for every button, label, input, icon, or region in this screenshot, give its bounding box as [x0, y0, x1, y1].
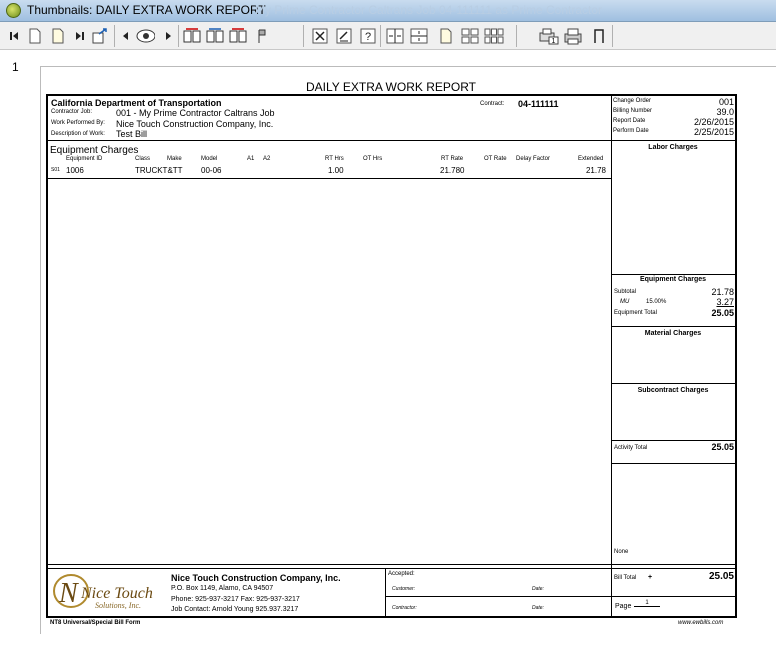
- logo-subtext: Solutions, Inc.: [95, 601, 141, 610]
- zoom-icon[interactable]: [135, 26, 155, 46]
- mu-label: MU: [620, 299, 630, 305]
- billing-number-label: Billing Number: [613, 108, 653, 114]
- mu-value: 3.27: [716, 297, 734, 307]
- labor-heading: Labor Charges: [648, 144, 698, 151]
- col-a2: A2: [263, 156, 271, 162]
- col-a1: A1: [247, 156, 255, 162]
- bill-total-sign: +: [648, 574, 653, 581]
- row-model: 00-06: [201, 166, 222, 175]
- contract-label: Contract:: [480, 101, 505, 107]
- page-2-icon[interactable]: [48, 26, 68, 46]
- equipment-total-value: 25.05: [711, 308, 734, 318]
- edit-icon[interactable]: [334, 26, 354, 46]
- col-rt-hrs: RT Hrs: [325, 156, 344, 162]
- footer-address: P.O. Box 1149, Alamo, CA 94507: [171, 585, 274, 592]
- prev-icon[interactable]: [116, 26, 136, 46]
- subcontract-heading: Subcontract Charges: [637, 387, 709, 394]
- fit-all-icon[interactable]: [228, 26, 248, 46]
- next-icon[interactable]: [158, 26, 178, 46]
- contractor-job-label: Contractor Job:: [51, 109, 93, 115]
- report-date-value: 2/26/2015: [693, 117, 734, 127]
- window-title-ghost: My Prime Contractor Caltrans Job 04-111111 as Prime Contractor: [255, 3, 603, 17]
- perform-date-value: 2/25/2015: [693, 127, 734, 137]
- form-name: NT8 Universal/Special Bill Form: [50, 620, 141, 626]
- company-logo: [51, 572, 163, 610]
- toolbar: [0, 22, 776, 50]
- page-value: 1: [634, 600, 660, 607]
- col-equipment-id: Equipment ID: [66, 156, 103, 162]
- window-title: Thumbnails: DAILY EXTRA WORK REPORT: [27, 3, 266, 17]
- report-form: [46, 94, 737, 618]
- app-icon: [6, 3, 21, 18]
- col-delay-factor: Delay Factor: [516, 156, 551, 162]
- equipment-total-label: Equipment Total: [614, 310, 657, 316]
- svg-text:N: N: [59, 578, 78, 609]
- contractor-job-value: 001 - My Prime Contractor Caltrans Job: [116, 108, 275, 118]
- two-page-icon[interactable]: [460, 26, 480, 46]
- footer-phone: Phone: 925-937-3217 Fax: 925-937-3217: [171, 596, 300, 603]
- side-equipment-heading: Equipment Charges: [639, 276, 707, 283]
- logo-text: Nice Touch: [81, 585, 153, 602]
- split-vertical-icon[interactable]: [385, 26, 405, 46]
- svg-text:?: ?: [365, 31, 372, 43]
- footer-company: Nice Touch Construction Company, Inc.: [171, 573, 341, 583]
- activity-total-value: 25.05: [711, 442, 734, 452]
- description-label: Description of Work:: [51, 131, 105, 137]
- billing-number-value: 39.0: [716, 107, 734, 117]
- bill-total-value: 25.05: [708, 571, 734, 582]
- fit-width-icon[interactable]: [182, 26, 202, 46]
- col-extended: Extended: [578, 156, 604, 162]
- subtotal-label: Subtotal: [614, 289, 637, 295]
- single-page-icon[interactable]: [436, 26, 456, 46]
- equipment-heading: Equipment Charges: [50, 145, 139, 156]
- agency-name: California Department of Transportation: [51, 98, 222, 108]
- col-rt-rate: RT Rate: [441, 156, 464, 162]
- row-code: S01: [51, 167, 60, 173]
- accepted-label: Accepted:: [388, 571, 415, 577]
- col-ot-hrs: OT Hrs: [363, 156, 383, 162]
- row-rt-rate: 21.780: [440, 166, 465, 175]
- help-icon[interactable]: [358, 26, 378, 46]
- col-ot-rate: OT Rate: [484, 156, 507, 162]
- mu-percent: 15.00%: [646, 299, 667, 305]
- printer-setup-icon[interactable]: [537, 26, 561, 46]
- change-order-label: Change Order: [613, 98, 652, 104]
- title-bar: [0, 0, 776, 22]
- last-page-icon[interactable]: [70, 26, 90, 46]
- bookmark-icon[interactable]: [252, 26, 272, 46]
- website: www.ewbills.com: [678, 620, 724, 626]
- customer-date-label: Date:: [532, 586, 544, 592]
- fit-page-icon[interactable]: [205, 26, 225, 46]
- report-date-label: Report Date: [613, 118, 646, 124]
- first-page-icon[interactable]: [4, 26, 24, 46]
- subtotal-value: 21.78: [711, 287, 734, 297]
- svg-text:1: 1: [551, 38, 556, 45]
- contract-value: 04-111111: [518, 99, 559, 109]
- close-icon[interactable]: [310, 26, 330, 46]
- multi-page-icon[interactable]: [484, 26, 504, 46]
- bill-total-label: Bill Total: [614, 575, 637, 581]
- activity-total-label: Activity Total: [614, 445, 648, 451]
- page-label: Page: [615, 603, 632, 610]
- page-icon[interactable]: [25, 26, 45, 46]
- footer-contact: Job Contact: Arnold Young 925.937.3217: [171, 606, 299, 613]
- report-title: DAILY EXTRA WORK REPORT: [305, 80, 477, 94]
- customer-label: Customer:: [392, 586, 416, 592]
- col-make: Make: [167, 156, 182, 162]
- perform-date-label: Perform Date: [613, 128, 649, 134]
- page-number: 1: [12, 60, 19, 74]
- description-value: Test Bill: [116, 129, 148, 139]
- row-equipment-id: 1006: [66, 166, 84, 175]
- print-range-icon[interactable]: [589, 26, 609, 46]
- row-rt-hrs: 1.00: [328, 166, 344, 175]
- material-heading: Material Charges: [644, 330, 702, 337]
- split-horizontal-icon[interactable]: [409, 26, 429, 46]
- row-class: TRUCKT&TT: [135, 166, 183, 175]
- contractor-label: Contractor:: [392, 605, 417, 611]
- change-order-value: 001: [718, 97, 734, 107]
- row-extended: 21.78: [585, 166, 606, 175]
- work-performed-label: Work Performed By:: [51, 120, 105, 126]
- none-label: None: [614, 549, 629, 555]
- contractor-date-label: Date:: [532, 605, 544, 611]
- printer-icon[interactable]: [562, 26, 584, 46]
- col-model: Model: [201, 156, 218, 162]
- export-icon[interactable]: [90, 26, 110, 46]
- work-performed-value: Nice Touch Construction Company, Inc.: [116, 119, 274, 129]
- col-class: Class: [135, 156, 151, 162]
